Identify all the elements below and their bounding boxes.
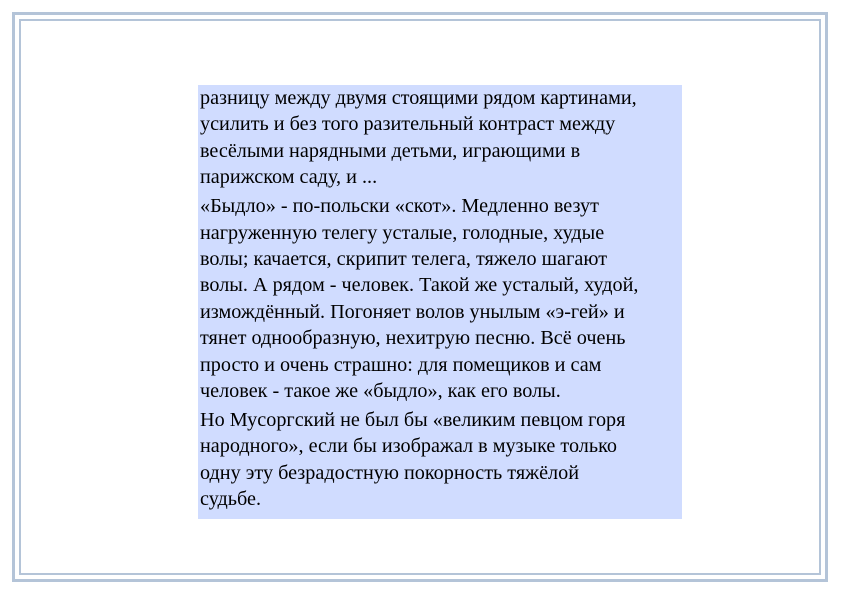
text-line: «Быдло» - по-польски «скот». Медленно везут — [200, 195, 599, 218]
text-line: просто и очень страшно: для помещиков и сам — [200, 353, 602, 376]
text-line: волы; качается, скрипит телега, тяжело шагают — [200, 248, 608, 271]
paragraph-2 — [200, 193, 680, 404]
text-line: измождённый. Погоняет волов унылым «э-гей» и — [200, 300, 625, 323]
text-line: народного», если бы изображал в музыке только — [200, 435, 617, 458]
text-line: парижском саду, и ... — [200, 166, 378, 189]
text-line: Но Мусоргский не был бы «великим певцом горя — [200, 409, 626, 432]
text-line: тянет однообразную, нехитрую песню. Всё очень — [200, 327, 626, 350]
text-line: одну эту безрадостную покорность тяжёлой — [200, 461, 580, 484]
text-line: усилить и без того разительный контраст между — [200, 113, 616, 136]
text-line: нагруженную телегу усталые, голодные, худые — [200, 221, 605, 244]
text-line: волы. А рядом - человек. Такой же усталый, худой, — [200, 274, 639, 297]
text-line: разницу между двумя стоящими рядом картинами, — [200, 87, 637, 109]
text-box — [198, 85, 682, 519]
text-line: судьбе. — [200, 488, 262, 511]
text-line: весёлыми нарядными детьми, играющими в — [200, 139, 581, 162]
text-line: человек - такое же «быдло», как его волы. — [200, 380, 561, 403]
paragraph-1 — [200, 85, 680, 191]
paragraph-3 — [200, 407, 680, 513]
